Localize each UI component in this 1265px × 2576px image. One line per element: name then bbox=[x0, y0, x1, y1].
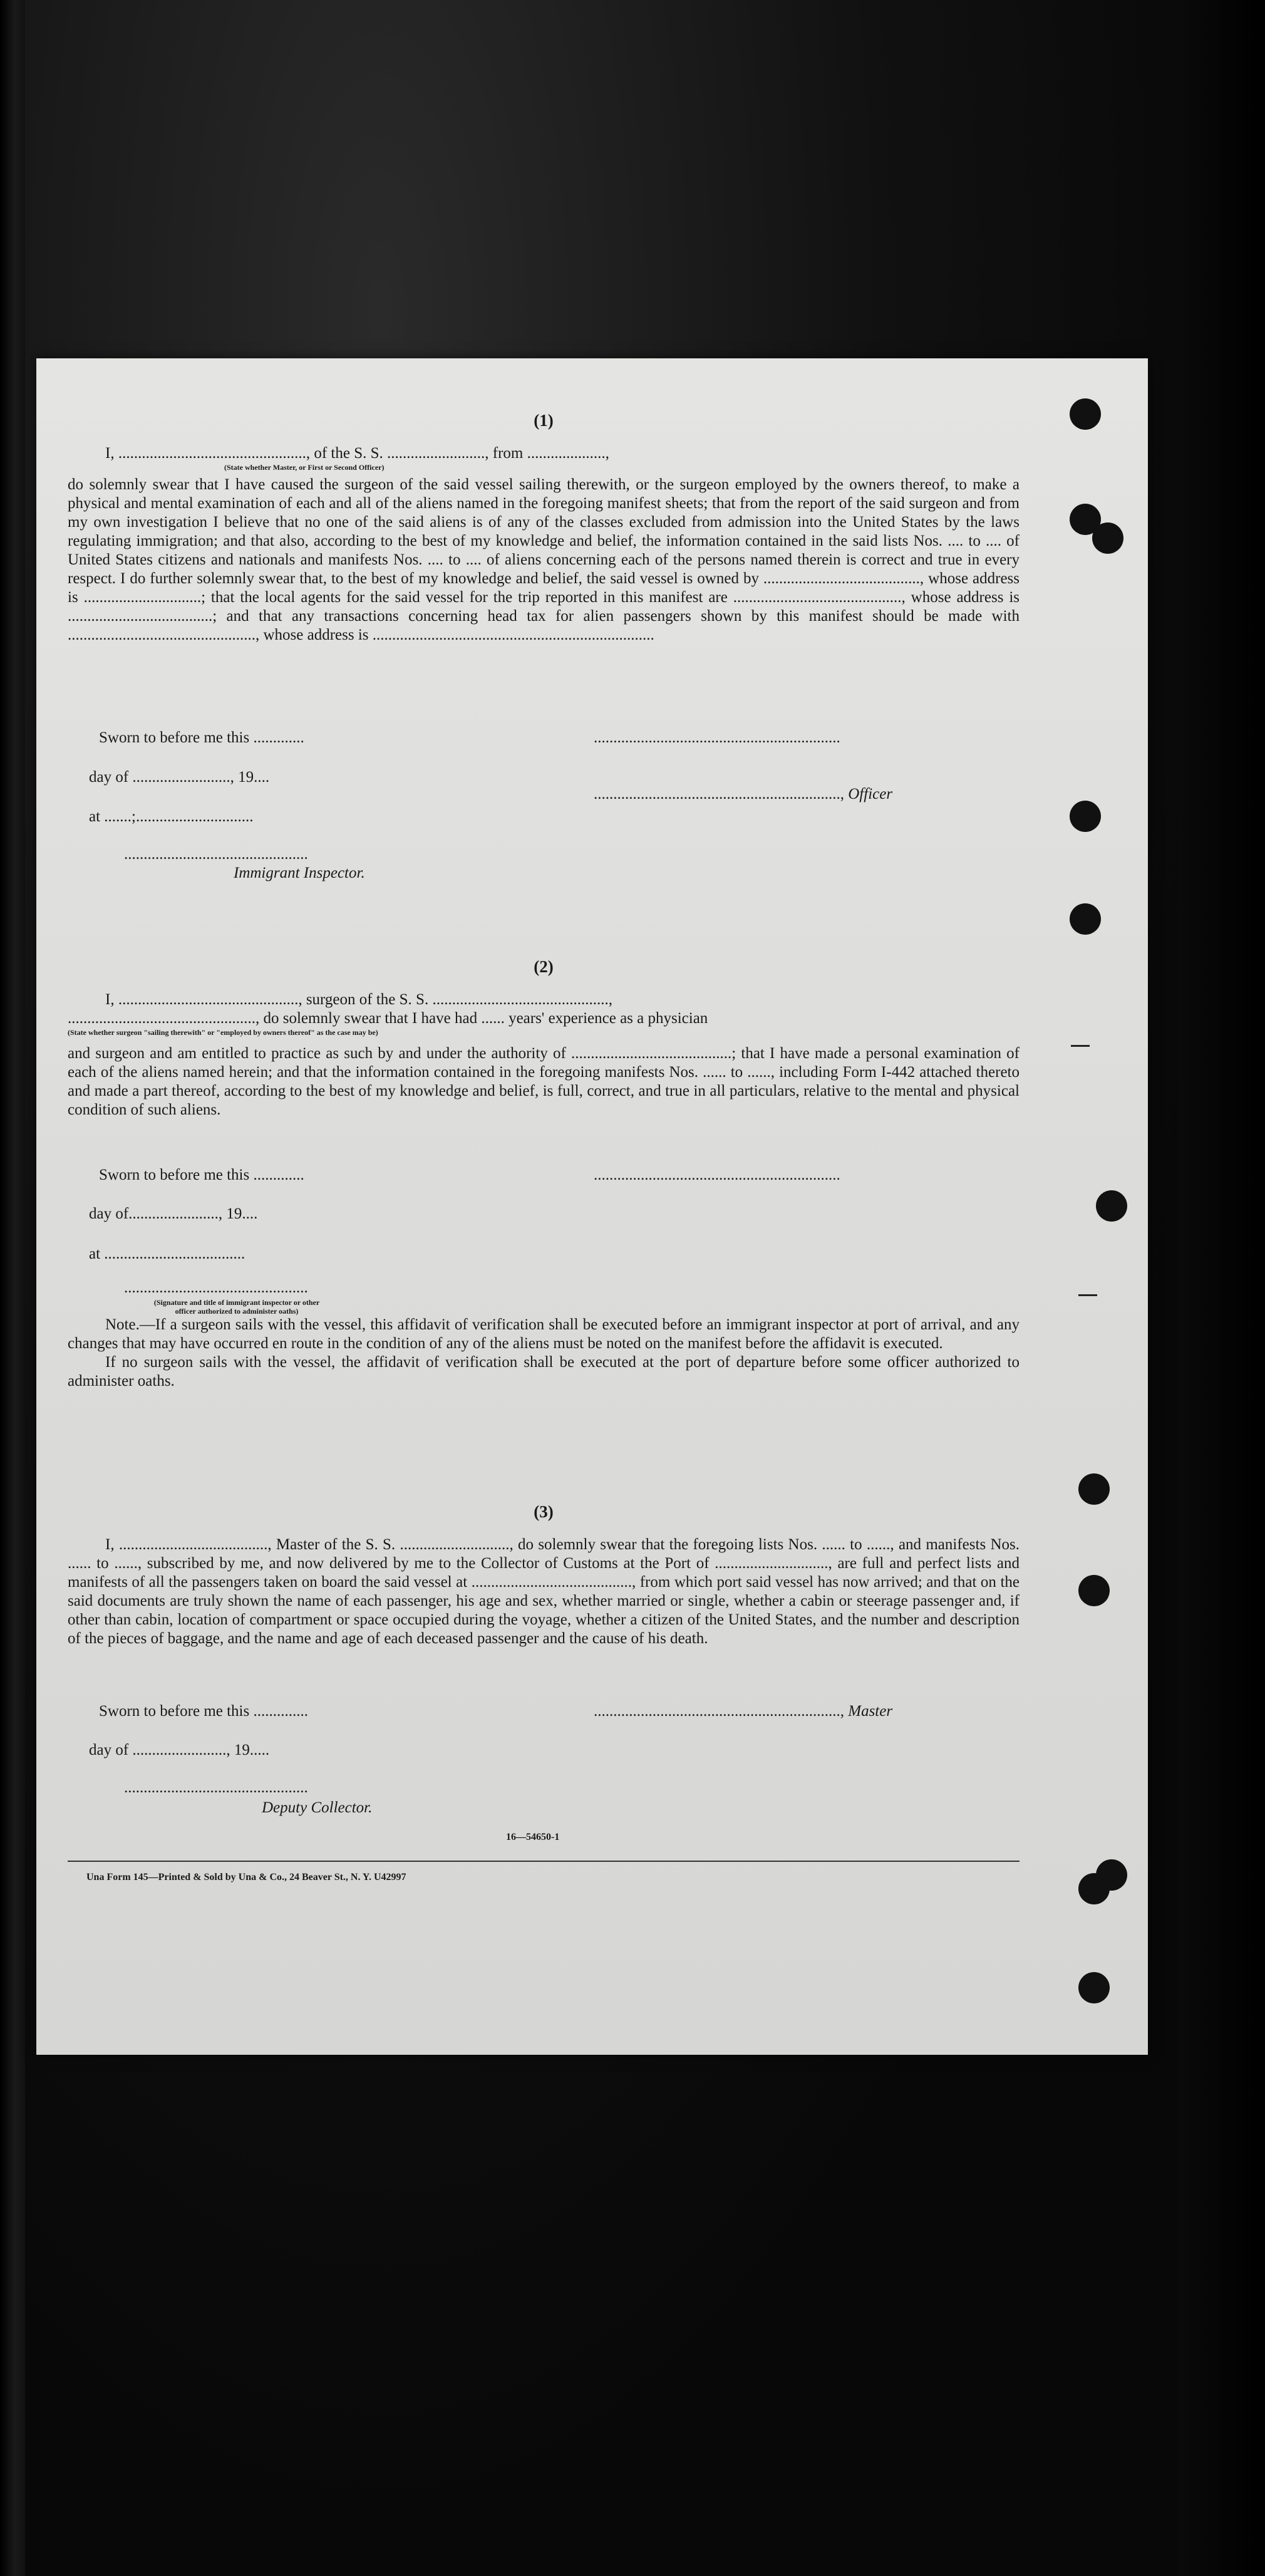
master-declaration-line: I, ................................................, of the S. S. ........................., from ...................., bbox=[105, 445, 609, 462]
master-signature-line bbox=[594, 1703, 892, 1720]
notes bbox=[68, 1316, 1020, 1391]
inspector-signature-line: ............................................... bbox=[124, 846, 308, 863]
collector-signature-line: ............................................... bbox=[124, 1779, 308, 1796]
surgeon-declaration-line: I, .............................................., surgeon of the S. S. ............................................., bbox=[105, 991, 612, 1008]
master-oath-text: do solemnly swear that I have caused the surgeon of the said vessel sailing therewith, or the surgeon employed by the owners thereof, to make a physical and mental examination of each and all of the aliens named in the foregoing manifest sheets; that from the report of the said surgeon and from my own investigation I believe that no one of the said aliens is of any of the classes excluded from admission into the United States by the laws regulating immigration; and that also, according to the best of my knowledge and belief, the information contained in the said lists Nos. .... to .... of United States citizens and nationals and manifests Nos. .... to .... of aliens concerning each of the persons named therein is correct and true in every respect. I do further solemnly swear that, to the best of my knowledge and belief, the said vessel is owned by ........................................, whose address is ..............................; that the local agents for the said vessel for the trip reported in this manifest are ..........................................., whose address is .....................................; and that any transactions concerning head tax for alien passengers shown by this manifest should be made with ................................................, whose address is ........................................................................ bbox=[68, 476, 1020, 643]
section-number: (3) bbox=[534, 1502, 554, 1521]
affidavit-master bbox=[68, 411, 1020, 645]
master-title: Master bbox=[848, 1703, 893, 1720]
punch-hole bbox=[1070, 903, 1101, 935]
note-no-surgeon: If no surgeon sails with the vessel, the affidavit of verification shall be executed at the port of departure before some officer authorized to administer oaths. bbox=[68, 1354, 1020, 1389]
officer-title: Officer bbox=[848, 786, 893, 802]
footer-rule bbox=[68, 1861, 1020, 1862]
form-code: 16—54650-1 bbox=[506, 1832, 560, 1842]
punch-hole bbox=[1078, 1473, 1110, 1505]
surgeon-oath-text: and surgeon and am entitled to practice as such by and under the authority of .........................................; that I have made a personal examination of each of the aliens named herein; and that the information contained in the foregoing manifests Nos. ...... to ......, including Form I-442 attached thereto and made a part thereof, according to the best of my knowledge and belief, is full, correct, and true in all particulars, relative to the mental and physical condition of such aliens. bbox=[68, 1045, 1020, 1118]
day-line: day of......................., 19.... bbox=[89, 1205, 258, 1222]
day-line: day of ........................., 19.... bbox=[89, 769, 270, 786]
punch-hole bbox=[1092, 522, 1123, 554]
affidavit-master-collector bbox=[68, 1502, 1020, 1648]
section-number: (1) bbox=[534, 411, 554, 430]
sworn-line: Sworn to before me this .............. bbox=[99, 1703, 308, 1720]
day-line: day of ........................, 19..... bbox=[89, 1742, 270, 1758]
officer-signature-line bbox=[594, 786, 892, 803]
film-edge-left bbox=[0, 0, 25, 2576]
section-number: (2) bbox=[534, 957, 554, 976]
officer-dots: ..............................................................., bbox=[594, 786, 849, 802]
surgeon-instruction: (State whether surgeon "sailing therewith" or "employed by owners thereof" as the case may be) bbox=[68, 1028, 378, 1037]
sworn-line: Sworn to before me this ............. bbox=[99, 729, 304, 746]
at-line: at .......;.............................. bbox=[89, 808, 254, 825]
master-dots: ..............................................................., bbox=[594, 1703, 849, 1720]
printer-imprint: Una Form 145—Printed & Sold by Una & Co., 24 Beaver St., N. Y. U42997 bbox=[86, 1872, 406, 1883]
sworn-line: Sworn to before me this ............. bbox=[99, 1166, 304, 1183]
note-surgeon-sails: Note.—If a surgeon sails with the vessel, this affidavit of verification shall be executed before an immigrant inspector at port of arrival, and any changes that may have occurred en route in the condition of any of the aliens must be noted on the manifest before the affidavit is executed. bbox=[68, 1316, 1020, 1352]
punch-hole bbox=[1078, 1575, 1110, 1606]
collector-title: Deputy Collector. bbox=[262, 1799, 373, 1816]
margin-mark bbox=[1071, 1045, 1090, 1047]
punch-hole bbox=[1096, 1190, 1127, 1222]
rank-instruction: (State whether Master, or First or Second Officer) bbox=[224, 463, 385, 472]
punch-hole bbox=[1078, 1972, 1110, 2003]
punch-hole bbox=[1078, 1873, 1110, 1904]
collector-oath-text: I, ......................................, Master of the S. S. ............................, do solemnly swear that the foregoing lists Nos. ...... to ......, and manifests Nos. ...... to ......, subscribed by me, and now delivered by me to the Collector of Customs at the Port of ............................., are full and perfect lists and manifests of all the passengers taken on board the said vessel at ........................................., from which port said vessel has now arrived; and that on the said documents are truly shown the name of each passenger, his age and sex, whether married or single, whether a cabin or steerage passenger and, if other than cabin, location of compartment or space occupied during the voyage, whether a citizen of the United States, and the number and description of the pieces of baggage, and the name and age of each deceased passenger and the cause of his death. bbox=[68, 1536, 1020, 1647]
manifest-back-page bbox=[36, 358, 1148, 2055]
margin-mark bbox=[1078, 1294, 1097, 1296]
surgeon-experience-line: ................................................, do solemnly swear that I have had ...... years' experience as a physician bbox=[68, 1010, 708, 1027]
punch-hole bbox=[1070, 398, 1101, 430]
inspector-title: Immigrant Inspector. bbox=[234, 865, 365, 881]
punch-hole bbox=[1070, 801, 1101, 832]
signature-line: ............................................................... bbox=[594, 729, 840, 746]
surgeon-signature-line: ............................................................... bbox=[594, 1166, 840, 1183]
affidavit-surgeon bbox=[68, 957, 1020, 1119]
inspector-signature-line: ............................................... bbox=[124, 1279, 308, 1296]
inspector-caption: (Signature and title of immigrant inspector or other officer authorized to administer oaths) bbox=[153, 1298, 320, 1316]
at-line: at .................................... bbox=[89, 1245, 245, 1262]
film-edge-right bbox=[1177, 0, 1265, 2576]
